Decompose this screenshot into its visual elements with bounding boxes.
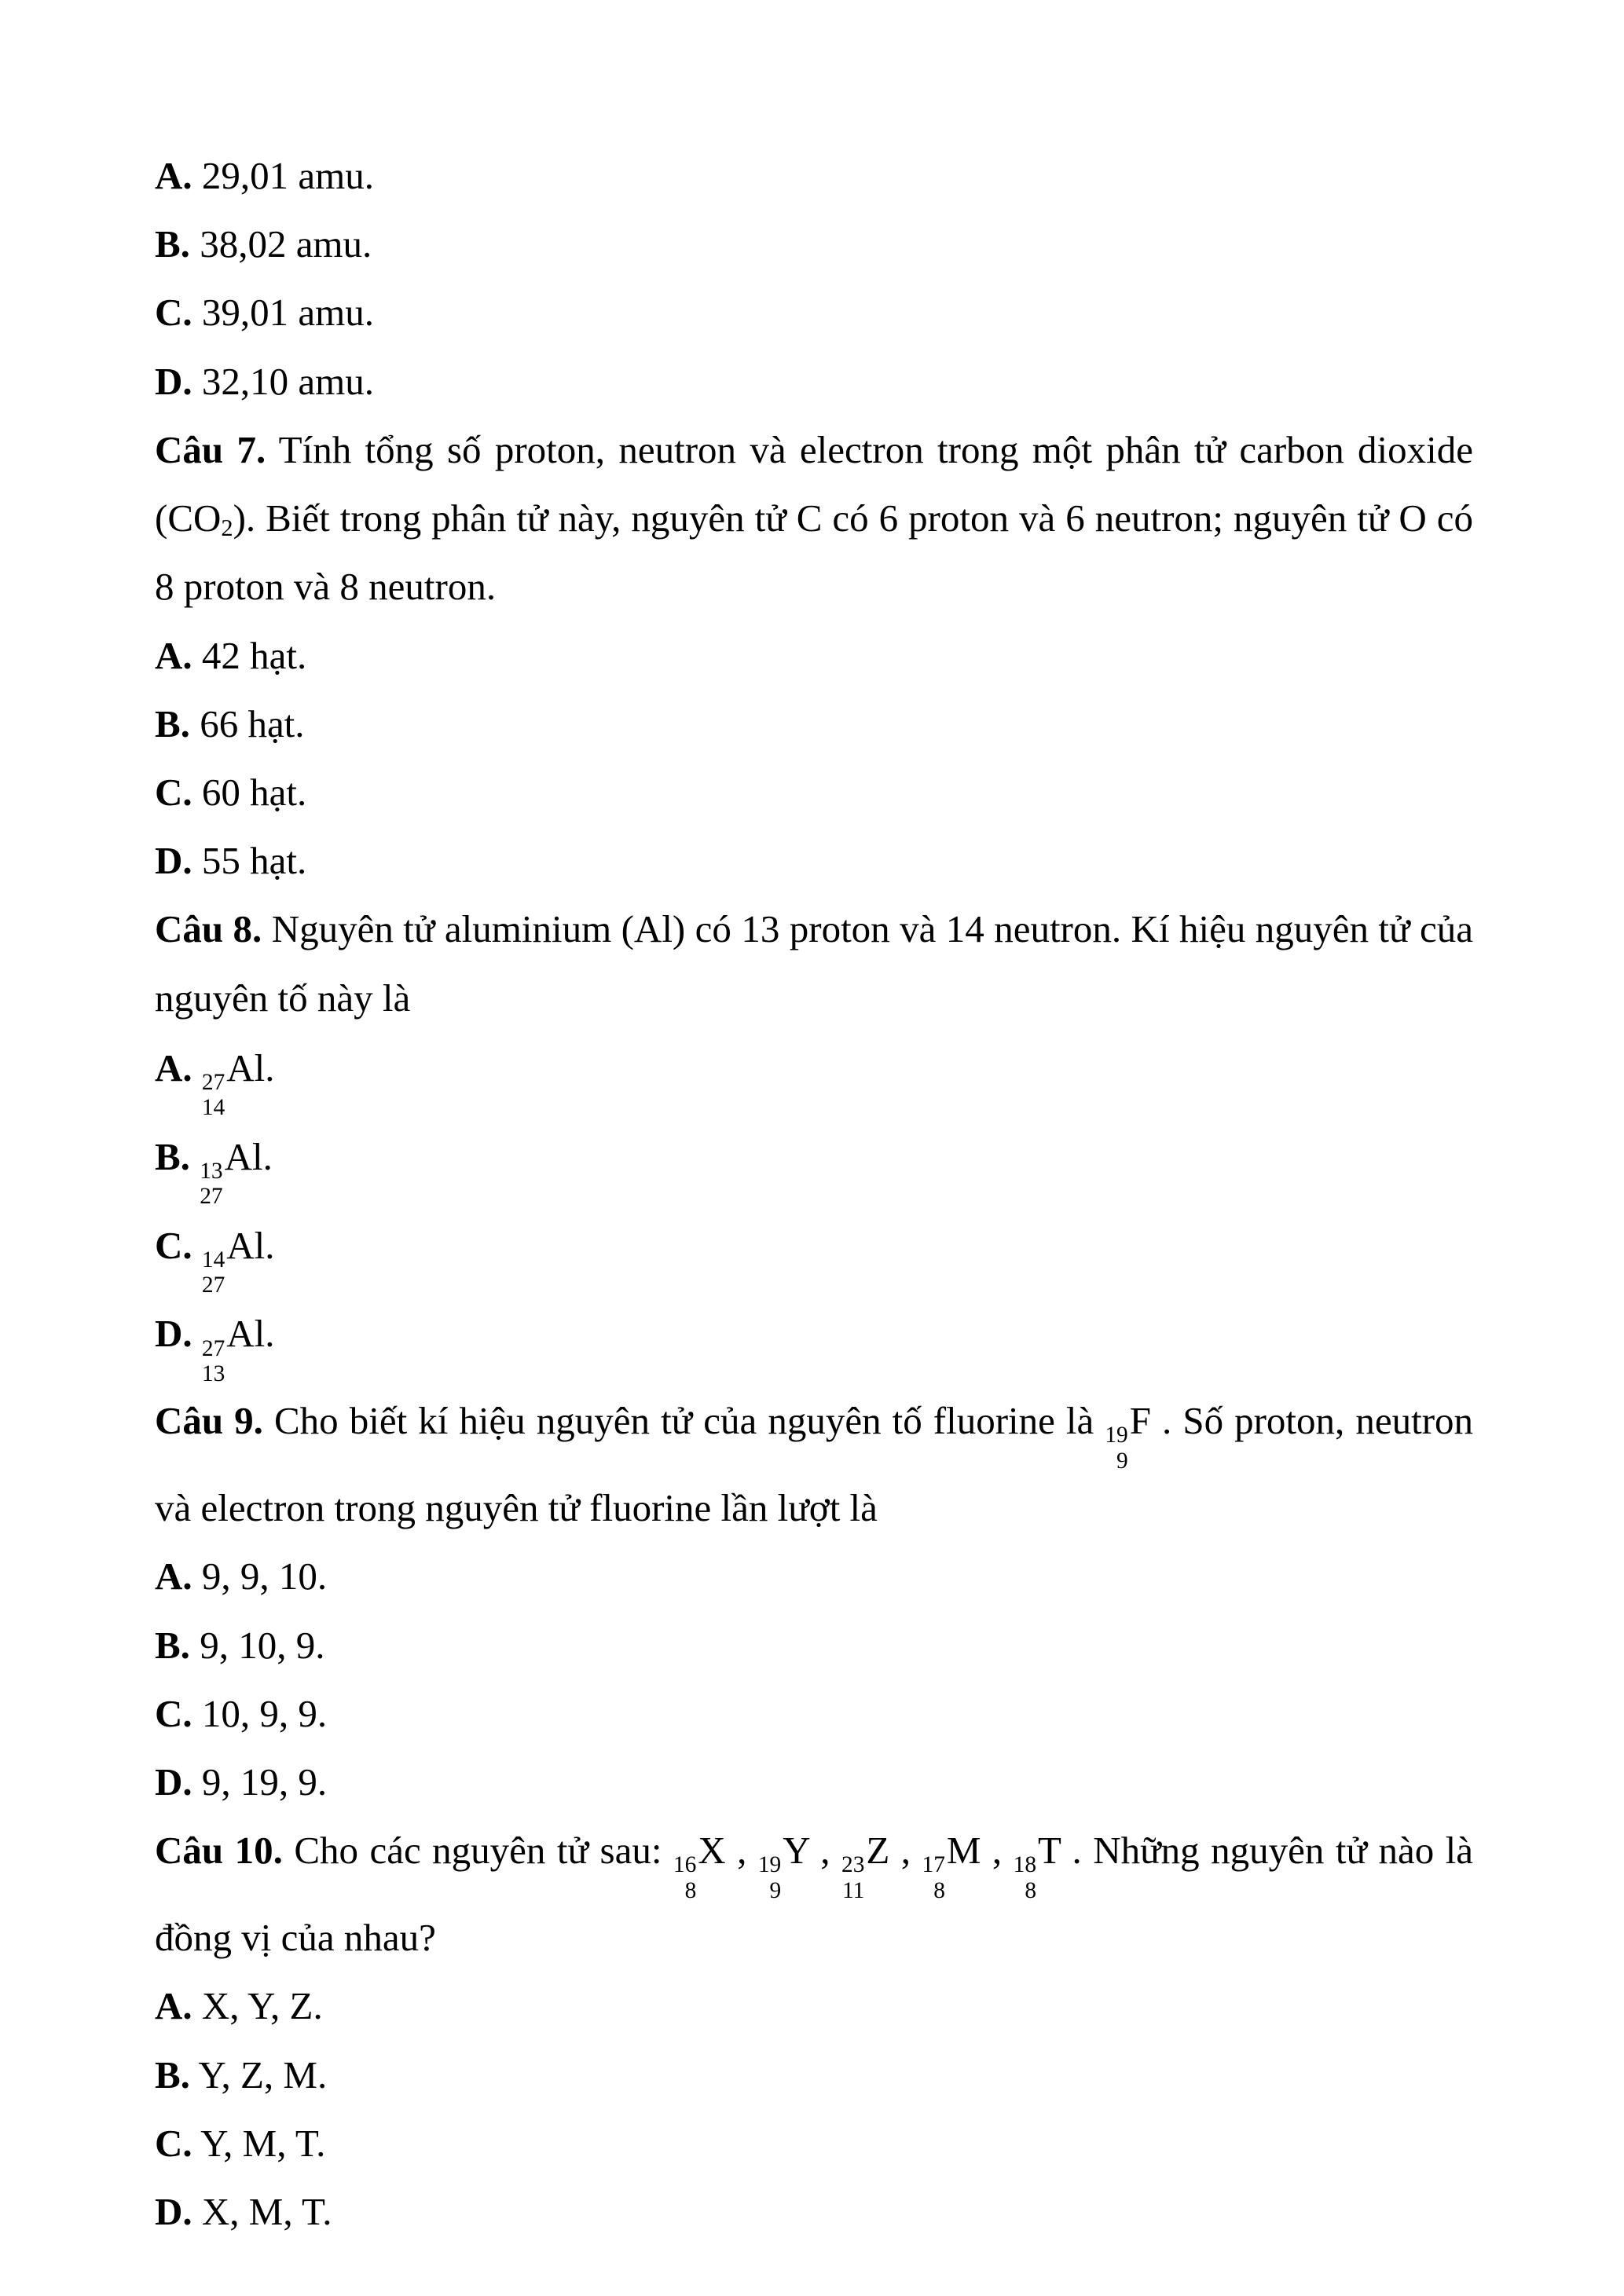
question-number-label: Câu 9. xyxy=(155,1399,263,1443)
isotope-notation xyxy=(200,1134,263,1210)
option-letter-label: A. xyxy=(155,633,192,677)
question-number-label: Câu 7. xyxy=(155,427,266,471)
isotope-number-stack xyxy=(673,1852,696,1903)
text-run: . xyxy=(265,1312,275,1356)
mass-number: 16 xyxy=(673,1852,697,1878)
isotope-notation xyxy=(201,1045,266,1121)
atomic-number: 27 xyxy=(200,1184,223,1210)
element-symbol: Z xyxy=(866,1829,890,1873)
option-letter-label: A. xyxy=(155,1045,192,1089)
text-run: . Số proton, neutron và electron trong nguyên tử fluorine lần lượt là xyxy=(155,1399,1474,1530)
option-letter-label: D. xyxy=(155,1312,192,1356)
text-run: , xyxy=(889,1829,922,1873)
option-letter-label: A. xyxy=(155,1554,192,1598)
text-run: . xyxy=(265,1223,275,1267)
mass-number: 27 xyxy=(201,1335,225,1361)
option-line xyxy=(155,690,1473,758)
option-letter-label: B. xyxy=(155,1623,190,1667)
text-run: 55 hạt. xyxy=(201,839,307,883)
mass-number: 27 xyxy=(201,1070,225,1096)
option-line xyxy=(155,1611,1473,1679)
option-line xyxy=(155,210,1473,278)
option-letter-label: C. xyxy=(155,770,192,814)
option-letter-label: B. xyxy=(155,222,190,266)
text-run: 29,01 amu. xyxy=(201,154,375,197)
mass-number: 19 xyxy=(757,1852,782,1878)
text-run: Cho biết kí hiệu nguyên tử của nguyên tố fluorine là xyxy=(273,1399,1105,1443)
isotope-notation xyxy=(1013,1829,1061,1903)
isotope-number-stack xyxy=(758,1852,781,1903)
question-paragraph xyxy=(155,416,1473,621)
question-paragraph xyxy=(155,1816,1473,1972)
isotope-number-stack xyxy=(202,1247,225,1298)
isotope-notation xyxy=(201,1312,266,1386)
question-paragraph xyxy=(155,895,1473,1031)
text-run: 9, 19, 9. xyxy=(201,1760,328,1804)
text-run: 9, 10, 9. xyxy=(200,1623,325,1667)
atomic-number: 27 xyxy=(201,1273,225,1298)
element-symbol: Al xyxy=(226,1223,266,1267)
option-letter-label: D. xyxy=(155,1760,192,1804)
isotope-number-stack xyxy=(202,1336,225,1387)
text-run: , xyxy=(725,1829,758,1873)
isotope-notation xyxy=(922,1829,981,1903)
option-letter-label: A. xyxy=(155,154,192,197)
element-symbol: M xyxy=(946,1829,981,1873)
isotope-number-stack xyxy=(200,1159,222,1210)
mass-number: 14 xyxy=(201,1247,225,1273)
option-line xyxy=(155,1032,1473,1121)
option-line xyxy=(155,347,1473,416)
mass-number: 13 xyxy=(200,1158,223,1184)
atomic-number: 9 xyxy=(1116,1448,1128,1474)
isotope-notation xyxy=(757,1829,809,1903)
text-run: ). Biết trong phân tử này, nguyên tử C có 6 proton và 6 neutron; nguyên tử O có 8 proton và 8 neutron. xyxy=(155,496,1473,609)
text-run: . Những nguyên tử nào là đồng vị của nhau? xyxy=(155,1829,1474,1960)
option-line xyxy=(155,826,1473,895)
text-run: 66 hạt. xyxy=(200,701,305,745)
isotope-number-stack xyxy=(1014,1852,1036,1903)
text-run: Y, Z, M. xyxy=(198,2052,328,2096)
text-run: Tính tổng số proton, neutron và electron trong một phân tử carbon dioxide (CO xyxy=(155,427,1473,540)
text-run: Cho các nguyên tử sau: xyxy=(294,1829,673,1873)
option-letter-label: B. xyxy=(155,701,190,745)
option-letter-label: D. xyxy=(155,2189,192,2233)
element-symbol: Al xyxy=(226,1045,266,1089)
question-paragraph xyxy=(155,1386,1473,1542)
atomic-number: 9 xyxy=(769,1877,782,1903)
option-letter-label: D. xyxy=(155,359,192,403)
question-number-label: Câu 10. xyxy=(155,1829,283,1873)
text-run: 10, 9, 9. xyxy=(201,1691,328,1735)
option-letter-label: C. xyxy=(155,1691,192,1735)
question-number-label: Câu 8. xyxy=(155,907,262,951)
element-symbol: F xyxy=(1129,1399,1151,1443)
chemical-subscript: 2 xyxy=(221,514,233,542)
atomic-number: 14 xyxy=(201,1095,225,1121)
atomic-number: 13 xyxy=(201,1360,225,1386)
mass-number: 19 xyxy=(1105,1423,1128,1448)
option-letter-label: B. xyxy=(155,2052,190,2096)
text-run: X, Y, Z. xyxy=(201,1984,323,2028)
element-symbol: Y xyxy=(783,1829,809,1873)
option-line xyxy=(155,2109,1473,2177)
text-run: , xyxy=(808,1829,841,1873)
option-letter-label: B. xyxy=(155,1134,190,1178)
text-run: . xyxy=(262,1134,273,1178)
element-symbol: Al xyxy=(224,1134,263,1178)
text-run: 42 hạt. xyxy=(201,633,307,677)
isotope-notation xyxy=(841,1829,890,1903)
atomic-number: 8 xyxy=(684,1877,697,1903)
text-run: 60 hạt. xyxy=(201,770,307,814)
isotope-number-stack xyxy=(1105,1423,1127,1474)
option-line xyxy=(155,1121,1473,1210)
option-line xyxy=(155,1210,1473,1298)
isotope-number-stack xyxy=(202,1070,225,1121)
text-run: Y, M, T. xyxy=(200,2121,326,2165)
atomic-number: 8 xyxy=(933,1877,945,1903)
option-line xyxy=(155,758,1473,826)
option-line xyxy=(155,1748,1473,1816)
isotope-notation xyxy=(673,1829,726,1903)
option-line xyxy=(155,1298,1473,1386)
mass-number: 17 xyxy=(922,1852,945,1878)
text-run: 32,10 amu. xyxy=(201,359,375,403)
text-run: Nguyên tử aluminium (Al) có 13 proton và 14 neutron. Kí hiệu nguyên tử của nguyên tố này là xyxy=(155,907,1473,1020)
atomic-number: 8 xyxy=(1025,1877,1037,1903)
option-letter-label: A. xyxy=(155,1984,192,2028)
text-run: 38,02 amu. xyxy=(200,222,372,266)
option-letter-label: C. xyxy=(155,2121,192,2165)
option-line xyxy=(155,2177,1473,2246)
text-run: X, M, T. xyxy=(201,2189,332,2233)
text-run: 39,01 amu. xyxy=(201,291,375,335)
mass-number: 18 xyxy=(1013,1852,1037,1878)
text-run: , xyxy=(981,1829,1014,1873)
option-letter-label: C. xyxy=(155,1223,192,1267)
option-line xyxy=(155,141,1473,210)
option-line xyxy=(155,1542,1473,1610)
option-line xyxy=(155,2041,1473,2109)
text-run: . xyxy=(265,1045,275,1089)
mass-number: 23 xyxy=(841,1852,865,1878)
atomic-number: 11 xyxy=(842,1877,865,1903)
text-run: 9, 9, 10. xyxy=(201,1554,328,1598)
isotope-notation xyxy=(1105,1399,1151,1474)
option-line xyxy=(155,621,1473,690)
option-letter-label: C. xyxy=(155,291,192,335)
option-line xyxy=(155,1972,1473,2040)
isotope-notation xyxy=(201,1223,266,1298)
isotope-number-stack xyxy=(922,1852,945,1903)
isotope-number-stack xyxy=(841,1852,864,1903)
option-line xyxy=(155,278,1473,346)
element-symbol: Al xyxy=(226,1312,266,1356)
element-symbol: T xyxy=(1038,1829,1061,1873)
option-letter-label: D. xyxy=(155,839,192,883)
option-line xyxy=(155,1679,1473,1748)
element-symbol: X xyxy=(698,1829,726,1873)
